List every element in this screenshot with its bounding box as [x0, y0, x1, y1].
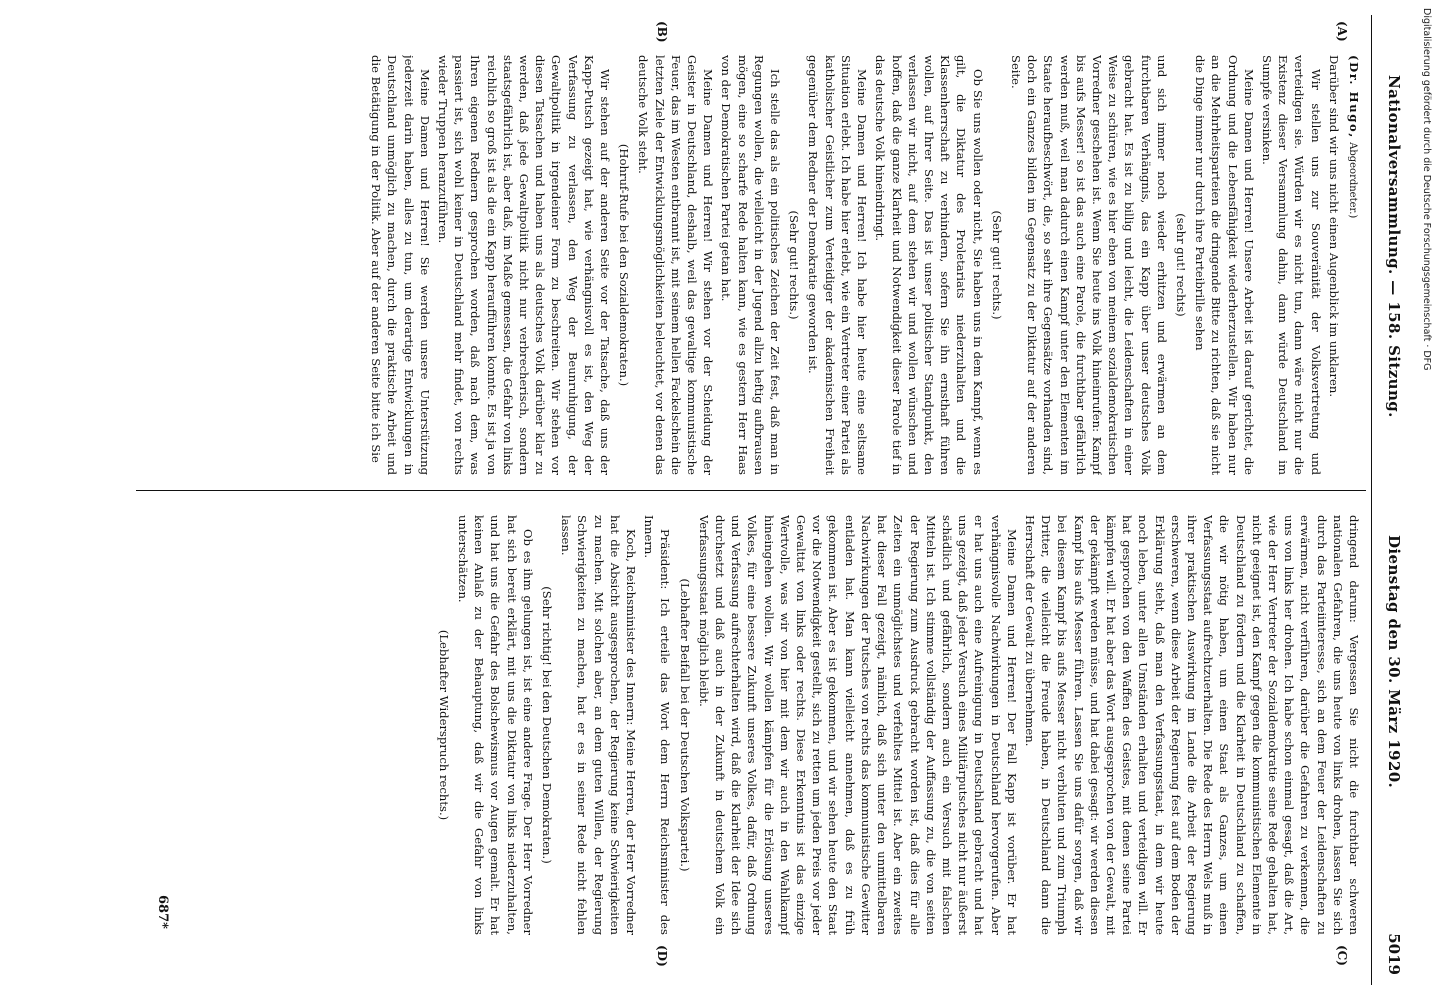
- interjection: (Sehr gut! rechts.): [787, 210, 802, 320]
- paragraph: Meine Damen und Herren! Ich habe hier heute eine seltsame Situation erlebt. Ich habe hier erlebt, wie ein Vertreter einer Partei als katholischer Geistlicher zum Verteidiger der akademischen Freiheit gegenüber dem Redner der Demokratie geworden ist.: [806, 55, 870, 475]
- paragraph: Meine Damen und Herren! Sie werden unsere Unterstützung jederzeit darin haben, alles zu tun, um derartige Entwicklungen in Deutschland unmöglich zu machen, durch die praktische Arbeit und die Betätigung in der Politik. Aber auf der anderen Seite bitte ich Sie: [369, 55, 432, 475]
- paragraph: Präsident: Ich erteile das Wort dem Herrn Reichsminister des Innern.: [642, 515, 673, 935]
- interjection: (Hohruf-Rufe bei den Sozialdemokraten.): [617, 143, 632, 387]
- paragraph: Koch, Reichsminister des Innern: Meine Herren, der Herr Vorredner hat die Absicht ausgesprochen, der Regierung keine Schwierigkeiten zu machen. Mit solchen aber, an dem guten Willen, der Regierung Schwierigkeiten zu machen, hat er es in seiner Rede nicht fehlen lassen.: [559, 515, 639, 935]
- speaker-role: Abgeordneter.): [1347, 138, 1358, 219]
- line-marker-b: (B): [655, 21, 669, 43]
- left-column: [122, 55, 1362, 475]
- interjection: (Lebhafter Widerspruch rechts.): [436, 629, 451, 821]
- paragraph: Ob es ihm gelungen ist, ist eine andere Frage. Der Herr Vorredner hat sich bereit erklärt, mit uns die Diktatur von links niederzuhalten, und hat uns die Gefahr des Bolschewismus vor Augen gemalt. Er hat keinen Anlaß zu der Behauptung, daß wir die Gefahr von links unterschätzen.: [456, 515, 535, 935]
- paragraph: Wir stehen auf der anderen Seite vor der Tatsache, daß uns der Kapp-Putsch gezeigt hat, wie verhängnisvoll es ist, den Weg der Verfassung zu verlassen, den Weg der Beunruhigung, der Gewaltpolitik in irgendeiner Form zu beschreiten. Wir stehen vor diesen Tatsachen und haben uns als deutsches Volk darüber klar zu werden, daß jede Gewaltpolitik nicht nur verbrecherisch, sondern staatsgefährlich ist, aber daß, im Maße gemessen, die Gefahr von links reichlich so groß ist als die ein Kapp heraufführen konnte. Es ist ja von Ihren eigenen Rednern gesprochen worden, daß nach dem, was passiert ist, sich wohl keiner in Deutschland mehr findet, von rechts wieder Truppen heranzuführen.: [436, 55, 613, 475]
- digitization-credit: [1418, 8, 1434, 608]
- paragraph: Meine Damen und Herren! Wir stehen vor der Scheidung der Geister in Deutschland, deshalb, weil das gewaltige kommunistische Feuer, das im Westen entbrannt ist, mit seinem hellen Fackelschein die letzten Ziele der Entwicklungsmöglichkeiten beleuchtet, vor denen das deutsche Volk steht.: [636, 55, 716, 475]
- paragraph: Ich stelle das als ein politisches Zeichen der Zeit fest, daß man in Regungen wollen, die vielleicht in der Jugend allzu heftig aufbrausen mögen, eine so scharfe Rede halten kann, wie es gestern Herr Haas von der Demokratischen Partei getan hat.: [719, 55, 783, 475]
- sheet-number: 687*: [155, 895, 170, 929]
- interjection: (sehr gut! rechts): [1173, 213, 1188, 317]
- paragraph: Ob Sie uns wollen oder nicht, Sie haben uns in dem Kampf, wenn es gilt, die Diktatur des Proletariats niederzuhalten und die Klassenherrschaft zu verhindern, sofern Sie ihn ernsthaft führen wollen, auf Ihrer Seite. Das ist unser politischer Standpunkt, den verlassen wir nicht, auf dem stehen wir und wollen wünschen und hoffen, daß die ganze Klarheit und Notwendigkeit dieser Parole tief in das deutsche Volk hineindringt.: [873, 55, 985, 475]
- column-divider: [136, 490, 1366, 491]
- line-marker-a: (A): [1335, 21, 1349, 42]
- newspaper-page: [20, 15, 1410, 985]
- header-date: Dienstag den 30. März 1920.: [1385, 535, 1403, 789]
- paragraph: dringend darum: Vergessen Sie nicht die furchtbar schweren nationalen Gefahren, die uns heute von links drohen, lassen Sie sich durch das Parteiinteresse, sich an dem Feuer der Leidenschaften zu erwärmen, nicht verführen, darüber die Gefahren zu verkennen, die uns von links her drohen. Ich habe schon einmal gesagt, daß die Art, wie der Herr Vertreter der Sozialdemokratie seine Rede gehalten hat, nicht geeignet ist, den Kampf gegen die kommunistischen Elemente in Deutschland zu fördern und die Klarheit in Deutschland zu schaffen, die wir nötig haben, um einen Staat als Ganzes, um einen Verfassungsstaat aufrechtzuerhalten. Die Rede des Herrn Wels muß in ihrer praktischen Auswirkung im Lande die Arbeit der Regierung erschweren, wenn diese Arbeit der Regierung fest auf dem Boden der Erklärung steht, daß man den Verfassungsstaat, in dem wir heute noch leben, unter allen Umständen erhalten und verteidigen will. Er hat gesprochen von den Waffen des Geistes, mit denen seine Partei kämpfen will. Er hat aber das Wort ausgesprochen von der Gewalt, mit der gekämpft werden müsse, und hat dabei gesagt: wir werden diesen Kampf bis aufs Messer führen. Lassen Sie uns dafür sorgen, daß wir bei diesem Kampf bis aufs Messer nicht verbluten und zum Triumph Dritter, die vielleicht die Freude haben, in Deutschland dann die Herrschaft der Gewalt zu übernehmen.: [1022, 515, 1361, 935]
- right-column: [122, 515, 1362, 935]
- page-header: [1371, 15, 1410, 985]
- paragraph: und sich immer noch wieder erhitzen und erwärmen an dem furchtbaren Verhängnis, das ein Kapp über unser deutsches Volk gebracht hat. Es ist zu billig und leicht, die Leidenschaften in einer Weise zu schüren, wie es hier eben von meinem sozialdemokratischen Vorredner geschehen ist. Wenn Sie heute ins Volk hineinrufen: Kampf bis aufs Messer! so ist das auch eine Parole, die furchtbar gefährlich werden muß, weil man dadurch einen Kampf unter den Elementen im Staate heraufbeschwört, die, so sehr ihre Gegensätze vorhanden sind, doch ein Ganzes bilden im Gegensatz zu der Diktatur auf der anderen Seite.: [1008, 55, 1169, 475]
- paragraph: Wir stellen uns zur Souveränität der Volksvertretung und verteidigen sie. Würden wir es nicht tun, dann wäre nicht nur die Existenz dieser Versammlung dahin, dann würde Deutschland im Sumpfe versinken.: [1259, 55, 1323, 475]
- interjection: (Sehr gut! rechts.): [989, 210, 1004, 320]
- speaker-attribution: [1344, 55, 1362, 475]
- header-session: Nationalversammlung. — 158. Sitzung.: [1385, 75, 1403, 418]
- paragraph: Darüber sind wir uns nicht einen Augenblick im unklaren.: [1326, 55, 1341, 398]
- line-marker-c: (C): [1335, 945, 1349, 966]
- paragraph: Meine Damen und Herren! Unsere Arbeit ist darauf gerichtet, die Ordnung und die Lebensfähigkeit wiederherzustellen. Wir haben nur an die Mehrheitsparteien die dringende Bitte zu richten, daß sie nicht die Dinge immer nur durch ihre Parteibrille sehen: [1193, 55, 1256, 475]
- interjection: (Sehr richtig! bei den Deutschen Demokraten.): [540, 586, 555, 864]
- interjection: (Lebhafter Beifall bei der Deutschen Volkspartei.): [677, 578, 692, 872]
- page-number: 5019: [1385, 933, 1403, 975]
- credit-text: Digitalisierung gefördert durch die Deutsche Forschungsgemeinschaft · DFG: [1421, 8, 1432, 371]
- line-marker-d: (D): [655, 945, 669, 967]
- speaker-name: (Dr. Hugo,: [1347, 55, 1361, 139]
- paragraph: Meine Damen und Herren! Der Fall Kapp ist vorüber. Er hat verhängnisvolle Nachwirkungen in Deutschland hervorgerufen. Aber er hat uns auch eine Aufreinigung in Deutschland gebracht und hat uns gezeigt, daß jeder Versuch eines Militärputsches nicht nur äußerst schädlich und gefährlich, sondern auch ein Versuch mit falschen Mitteln ist. Ich stimme vollständig der Auffassung zu, die von seiten der Regierung zum Ausdruck gebracht worden ist, daß dies für alle Zeiten ein unmöglichstes und verfehltes Mittel ist. Aber ein zweites hat dieser Fall gezeigt, nämlich, daß sich unter den unmittelbaren Nachwirkungen der Putsches von rechts das kommunistische Gewitter entladen hat. Man kann vielleicht annehmen, daß es zu früh gekommen ist. Aber es ist gekommen, und wir sehen heute den Staat vor die Notwendigkeit gestellt, sich zu retten um jeden Preis vor jeder Gewalttat von links oder rechts. Diese Erkenntnis ist das einzige Wertvolle, was wir von hier mit dem wir auch in den Wahlkampf hineingehen wollen. Wir wollen kämpfen für die Erlösung unseres Volkes, für eine bessere Zukunft unseres Volkes, dafür, daß Ordnung und Verfassung aufrechterhalten wird, daß die Klarheit der Idee sich durchsetzt und daß auch in der Zukunft in deutschem Volk ein Verfassungsstaat möglich bleibt.: [696, 515, 1019, 935]
